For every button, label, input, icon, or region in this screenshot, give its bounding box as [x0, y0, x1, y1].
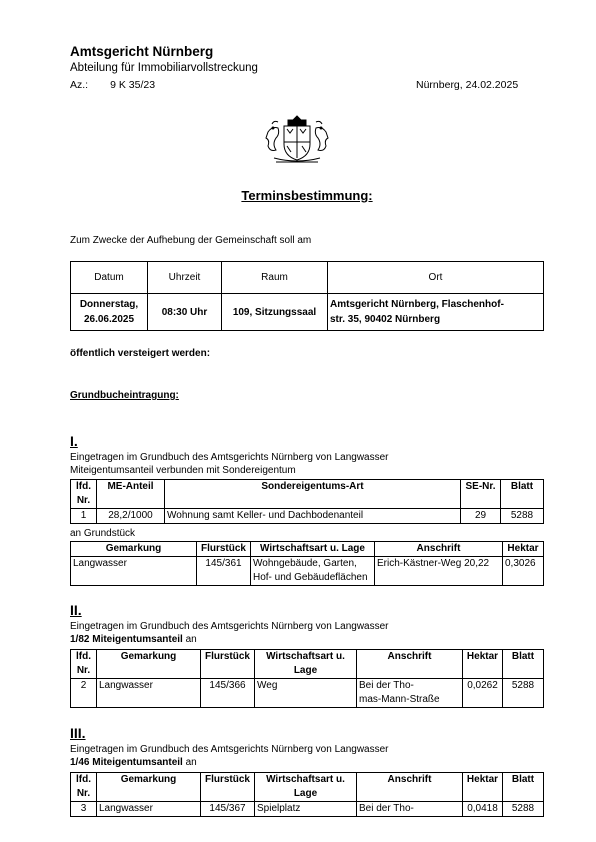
termin-header-time: Uhrzeit — [148, 262, 222, 294]
header-hektar: Hektar — [463, 650, 503, 679]
header-hektar: Hektar — [463, 773, 503, 802]
header-anschrift: Anschrift — [357, 773, 463, 802]
cell-anschrift: Erich-Kästner-Weg 20,22 — [375, 557, 503, 586]
cell-blatt: 5288 — [503, 679, 544, 708]
cell-flurstueck: 145/367 — [201, 802, 255, 817]
header-blatt: Blatt — [501, 480, 544, 509]
section-2-share: 1/82 Miteigentumsanteil an — [70, 634, 197, 645]
table-header-row — [71, 542, 544, 557]
section-3-share: 1/46 Miteigentumsanteil an — [70, 757, 197, 768]
termin-table — [70, 261, 544, 331]
cell-hektar: 0,0262 — [463, 679, 503, 708]
cell-hektar: 0,3026 — [503, 557, 544, 586]
section-1-table-share — [70, 479, 544, 524]
termin-header-room: Raum — [222, 262, 328, 294]
termin-header-row — [71, 262, 544, 294]
section-3-number: III. — [70, 725, 86, 741]
file-reference-label: Az.: — [70, 79, 89, 91]
place-date: Nürnberg, 24.02.2025 — [416, 79, 519, 91]
section-1-number: I. — [70, 433, 78, 449]
section-2-number: II. — [70, 602, 82, 618]
section-3-table — [70, 772, 544, 817]
header-anschrift: Anschrift — [357, 650, 463, 679]
header-flurstueck: Flurstück — [201, 773, 255, 802]
cell-hektar: 0,0418 — [463, 802, 503, 817]
cell-flurstueck: 145/366 — [201, 679, 255, 708]
versteigert-text: öffentlich versteigert werden: — [70, 348, 211, 359]
court-department: Abteilung für Immobiliarvollstreckung — [70, 62, 258, 74]
section-2-line1: Eingetragen im Grundbuch des Amtsgerichts Nürnberg von Langwasser — [70, 621, 389, 632]
an-grundstueck: an Grundstück — [70, 528, 136, 539]
section-1-table-grundstueck — [70, 541, 544, 586]
cell-me-anteil: 28,2/1000 — [97, 509, 165, 524]
termin-time: 08:30 Uhr — [148, 294, 222, 331]
header-wirtschaftsart: Wirtschaftsart u. Lage — [255, 773, 357, 802]
cell-sondereigentum: Wohnung samt Keller- und Dachbodenanteil — [165, 509, 461, 524]
cell-gemarkung: Langwasser — [97, 679, 201, 708]
cell-anschrift: Bei der Tho- mas-Mann-Straße — [357, 679, 463, 708]
cell-blatt: 5288 — [501, 509, 544, 524]
termin-header-date: Datum — [71, 262, 148, 294]
header-sondereigentum: Sondereigentums-Art — [165, 480, 461, 509]
header-gemarkung: Gemarkung — [97, 650, 201, 679]
cell-gemarkung: Langwasser — [71, 557, 197, 586]
cell-blatt: 5288 — [503, 802, 544, 817]
header-se-nr: SE-Nr. — [461, 480, 501, 509]
termin-row — [71, 294, 544, 331]
section-2-table — [70, 649, 544, 708]
cell-se-nr: 29 — [461, 509, 501, 524]
file-reference-number: 9 K 35/23 — [110, 79, 156, 91]
document-title: Terminsbestimmung: — [241, 188, 373, 203]
table-row — [71, 557, 544, 586]
header-lfd: lfd. Nr. — [71, 773, 97, 802]
cell-lfd: 3 — [71, 802, 97, 817]
section-1-line1: Eingetragen im Grundbuch des Amtsgerichts Nürnberg von Langwasser — [70, 452, 389, 463]
termin-place: Amtsgericht Nürnberg, Flaschenhof- str. 35, 90402 Nürnberg — [328, 294, 544, 331]
header-blatt: Blatt — [503, 773, 544, 802]
header-hektar: Hektar — [503, 542, 544, 557]
header-lfd: lfd. Nr. — [71, 650, 97, 679]
cell-wirtschaftsart: Weg — [255, 679, 357, 708]
header-gemarkung: Gemarkung — [97, 773, 201, 802]
cell-flurstueck: 145/361 — [197, 557, 251, 586]
table-header-row — [71, 480, 544, 509]
table-row — [71, 509, 544, 524]
table-row — [71, 802, 544, 817]
header-gemarkung: Gemarkung — [71, 542, 197, 557]
table-header-row — [71, 773, 544, 802]
termin-date: Donnerstag, 26.06.2025 — [71, 294, 148, 331]
header-lfd: lfd. Nr. — [71, 480, 97, 509]
cell-gemarkung: Langwasser — [97, 802, 201, 817]
grundbuch-title: Grundbucheintragung: — [70, 390, 179, 401]
table-header-row — [71, 650, 544, 679]
header-me-anteil: ME-Anteil — [97, 480, 165, 509]
termin-header-place: Ort — [328, 262, 544, 294]
cell-wirtschaftsart: Spielplatz — [255, 802, 357, 817]
header-anschrift: Anschrift — [375, 542, 503, 557]
header-flurstueck: Flurstück — [197, 542, 251, 557]
section-1-line2: Miteigentumsanteil verbunden mit Sondereigentum — [70, 465, 296, 476]
cell-wirtschaftsart: Wohngebäude, Garten, Hof- und Gebäudeflächen — [251, 557, 375, 586]
bavarian-coat-of-arms-icon — [262, 112, 332, 166]
cell-anschrift: Bei der Tho- — [357, 802, 463, 817]
intro-text: Zum Zwecke der Aufhebung der Gemeinschaft soll am — [70, 235, 312, 246]
termin-room: 109, Sitzungssaal — [222, 294, 328, 331]
file-reference — [70, 79, 155, 91]
table-row — [71, 679, 544, 708]
header-flurstueck: Flurstück — [201, 650, 255, 679]
cell-lfd: 2 — [71, 679, 97, 708]
header-wirtschaftsart: Wirtschaftsart u. Lage — [251, 542, 375, 557]
cell-lfd: 1 — [71, 509, 97, 524]
header-blatt: Blatt — [503, 650, 544, 679]
court-name: Amtsgericht Nürnberg — [70, 44, 214, 59]
header-wirtschaftsart: Wirtschaftsart u. Lage — [255, 650, 357, 679]
section-3-line1: Eingetragen im Grundbuch des Amtsgerichts Nürnberg von Langwasser — [70, 744, 389, 755]
